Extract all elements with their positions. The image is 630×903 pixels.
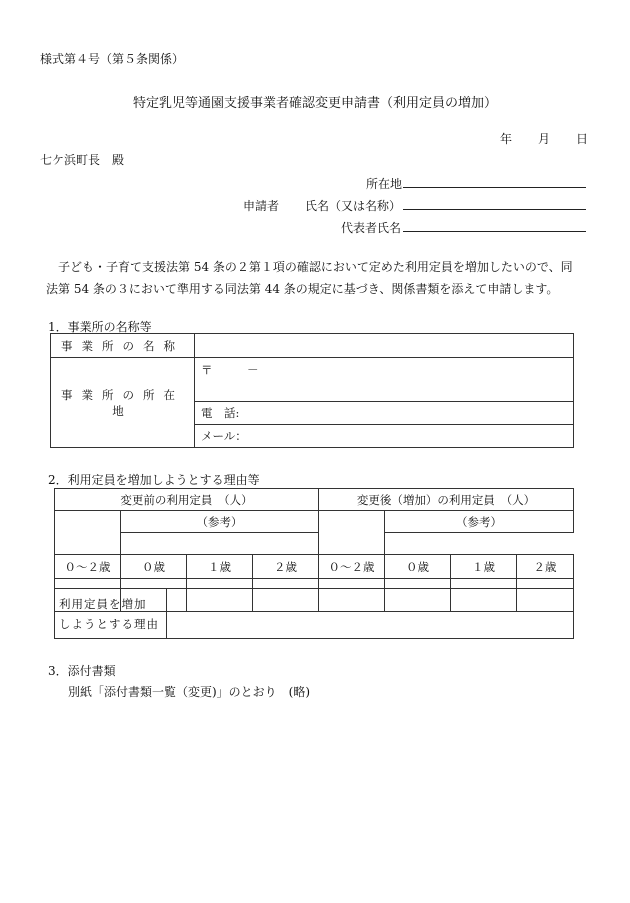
age-header-after-0-2: ０～２歳 (319, 555, 385, 579)
phone-field[interactable] (195, 402, 574, 425)
address-label: 所在地 (366, 177, 403, 191)
addressee: 七ケ浜町長 殿 (40, 153, 125, 167)
age-header-before-0-2: ０～２歳 (55, 555, 121, 579)
facility-location-label: 事業所の所在地 (61, 387, 184, 418)
age-header-before-1: １歳 (187, 555, 253, 579)
facility-name-label: 事業所の名称 (61, 338, 184, 353)
reason-field[interactable] (167, 589, 574, 639)
date-day: 日 (576, 132, 589, 146)
postal-label: 〒 － (201, 363, 259, 377)
reason-label-line-2: しようとする理由 (59, 616, 159, 631)
date-month: 月 (538, 132, 551, 146)
attachment-text: 別紙「添付書類一覧（変更)」のとおり (略) (68, 685, 311, 699)
reason-table (54, 588, 574, 639)
after-blank (319, 511, 385, 555)
facility-name-field[interactable] (195, 334, 574, 358)
applicant-label: 申請者 (243, 199, 280, 213)
before-ref: （参考） (121, 511, 319, 533)
age-header-after-0: ０歳 (385, 555, 451, 579)
after-header: 変更後（増加）の利用定員 （人） (319, 489, 574, 511)
age-header-before-0: ０歳 (121, 555, 187, 579)
facility-name-label-cell (51, 334, 195, 358)
age-header-before-2: ２歳 (253, 555, 319, 579)
reason-label-line-1: 利用定員を増加 (59, 596, 147, 611)
after-ref: （参考） (385, 511, 574, 533)
email-field[interactable] (195, 425, 574, 448)
page-title: 特定乳児等通園支援事業者確認変更申請書（利用定員の増加） (132, 96, 497, 111)
age-header-after-2: ２歳 (517, 555, 574, 579)
body-line-2: 法第 54 条の３において準用する同法第 44 条の規定に基づき、関係書類を添えて申請します。 (46, 282, 559, 296)
facility-location-label-cell (51, 358, 195, 448)
name-label: 氏名（又は名称） (305, 199, 402, 213)
before-blank (55, 511, 121, 555)
phone-label: 電 話: (201, 406, 240, 420)
reason-label-cell (55, 589, 167, 639)
postal-field[interactable] (195, 358, 574, 402)
facility-table (50, 333, 574, 448)
form-number: 様式第４号（第５条関係） (40, 52, 185, 66)
body-line-1: 子ども・子育て支援法第 54 条の２第１項の確認において定めた利用定員を増加したいので、同 (58, 260, 573, 274)
representative-label: 代表者氏名 (341, 221, 402, 235)
email-label: メール： (201, 429, 247, 443)
representative-line[interactable] (403, 231, 586, 232)
section2-heading: 2．利用定員を増加しようとする理由等 (48, 473, 260, 487)
date-year: 年 (500, 132, 513, 146)
address-line[interactable] (403, 187, 586, 188)
name-line[interactable] (403, 209, 586, 210)
before-header: 変更前の利用定員 （人） (55, 489, 319, 511)
section1-heading: 1．事業所の名称等 (48, 320, 152, 334)
section3-heading: 3．添付書類 (48, 664, 116, 678)
age-header-after-1: １歳 (451, 555, 517, 579)
